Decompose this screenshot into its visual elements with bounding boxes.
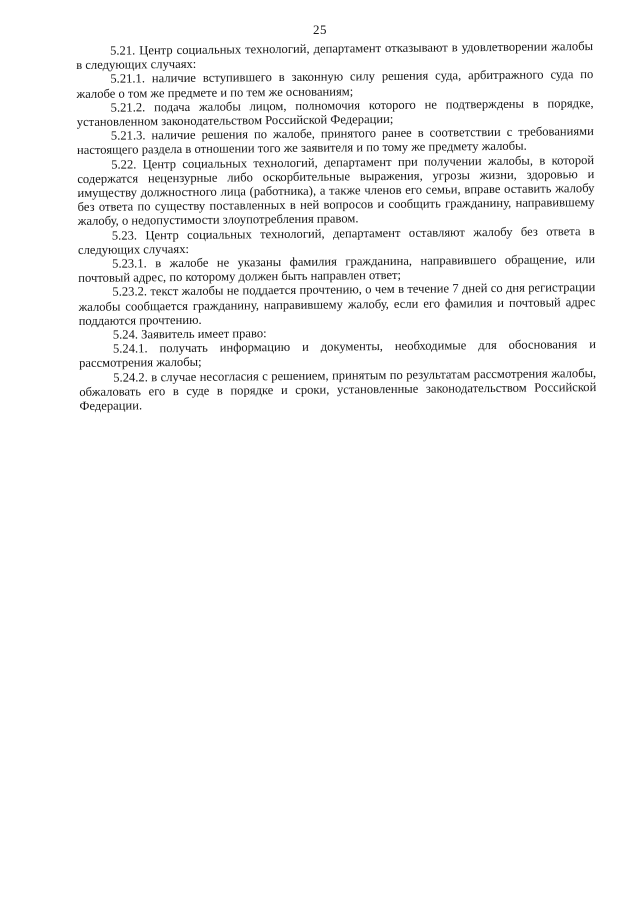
paragraph-5-21-3: 5.21.3. наличие решения по жалобе, принятого ранее в соответствии с требованиями настоящего раздела в отношении того же заявителя и по тому же предмету жалобы. (76, 124, 594, 158)
document-body (76, 39, 597, 413)
paragraph-5-21: 5.21. Центр социальных технологий, департамент отказывают в удовлетворении жалобы в следующих случаях: (76, 39, 594, 73)
paragraph-5-24: 5.24. Заявитель имеет право: (112, 326, 267, 342)
paragraph-5-23: 5.23. Центр социальных технологий, департамент оставляют жалобу без ответа в следующих случаях: (77, 223, 595, 257)
paragraph-5-24-1: 5.24.1. получать информацию и документы, необходимые для обоснования и рассмотрения жалобы; (78, 337, 596, 371)
paragraph-5-23-1: 5.23.1. в жалобе не указаны фамилия гражданина, направившего обращение, или почтовый адрес, по которому должен быть направлен ответ; (78, 252, 596, 286)
paragraph-5-21-2: 5.21.2. подача жалобы лицом, полномочия которого не подтверждены в порядке, установленном законодательством Российской Федерации; (76, 95, 594, 130)
paragraph-5-24-2: 5.24.2. в случае несогласия с решением, принятым по результатам рассмотрения жалобы, обжаловать его в суде в порядке и сроки, установленные законодательством Российской Федерации. (79, 365, 597, 414)
paragraph-5-22: 5.22. Центр социальных технологий, департамент при получении жалобы, в которой содержатся нецензурные либо оскорбительные выражения, угрозы жизни, здоровью и имуществу должностного лица (работника), а также членов его семьи, вправе оставить жалобу без ответа по существу поставленных в ней вопросов и сообщить гражданину, направившему жалобу, о недопустимости злоупотребления правом. (77, 152, 595, 229)
page-number: 25 (313, 22, 327, 37)
paragraph-5-21-1: 5.21.1. наличие вступившего в законную силу решения суда, арбитражного суда по жалобе о том же предмете и по тем же основаниям; (76, 67, 594, 101)
paragraph-5-23-2: 5.23.2. текст жалобы не поддается прочтению, о чем в течение 7 дней со дня регистрации жалобы сообщается гражданину, направившему жалобу, если его фамилия и почтовый адрес поддаются прочтению. (78, 280, 596, 328)
